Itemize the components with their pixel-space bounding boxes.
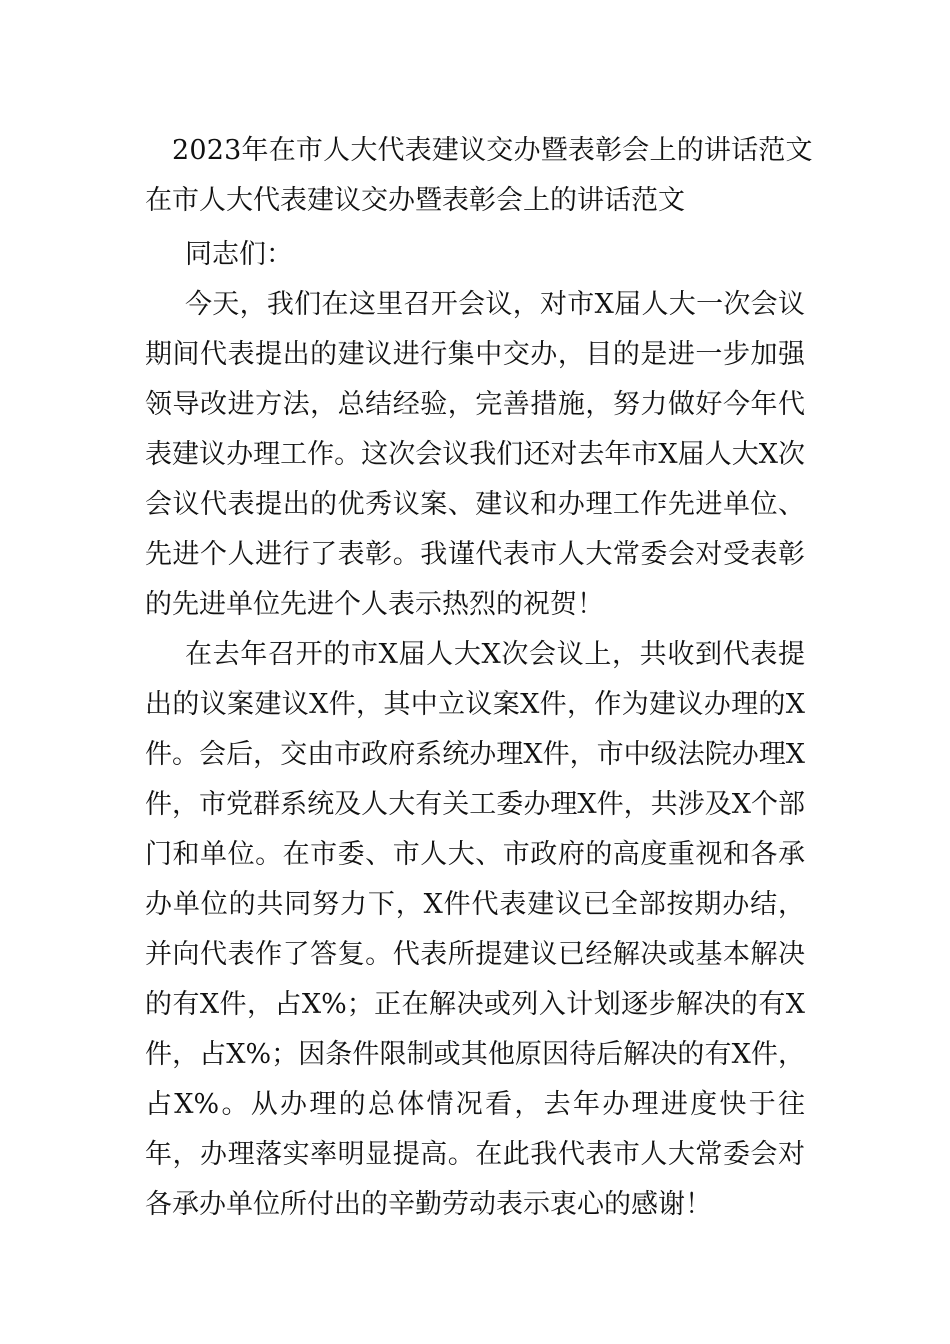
paragraph-2: 在去年召开的市X届人大X次会议上，共收到代表提出的议案建议X件，其中立议案X件，作为建议办理的X件。会后，交由市政府系统办理X件，市中级法院办理X件，市党群系统及人大有关工委办理X件，共涉及X个部门和单位。在市委、市人大、市政府的高度重视和各承办单位的共同努力下，X件代表建议已全部按期办结，并向代表作了答复。代表所提建议已经解决或基本解决的有X件，占X%；正在解决或列入计划逐步解决的有X件，占X%；因条件限制或其他原因待后解决的有X件，占X%。从办理的总体情况看，去年办理进度快于往年，办理落实率明显提高。在此我代表市人大常委会对各承办单位所付出的辛勤劳动表示衷心的感谢！: [145, 639, 805, 1220]
document-title: 2023年在市人大代表建议交办暨表彰会上的讲话范文: [172, 135, 813, 166]
paragraph-1: 今天，我们在这里召开会议，对市X届人大一次会议期间代表提出的建议进行集中交办，目的是进一步加强领导改进方法，总结经验，完善措施，努力做好今年代表建议办理工作。这次会议我们还对去年市X届人大X次会议代表提出的优秀议案、建议和办理工作先进单位、先进个人进行了表彰。我谨代表市人大常委会对受表彰的先进单位先进个人表示热烈的祝贺！: [145, 289, 805, 620]
document-subtitle: 在市人大代表建议交办暨表彰会上的讲话范文: [145, 185, 685, 216]
document-body: [145, 230, 805, 1230]
salutation: 同志们：: [185, 239, 293, 270]
